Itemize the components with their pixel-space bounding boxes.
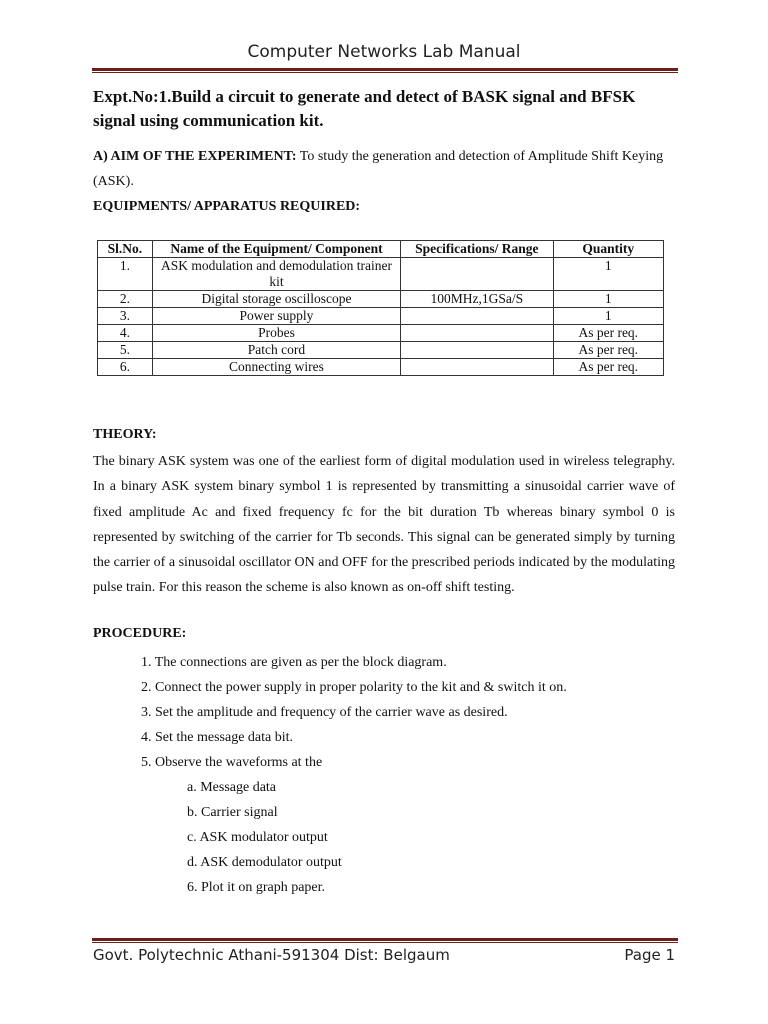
- procedure-step: 2. Connect the power supply in proper polarity to the kit and & switch it on.: [141, 680, 567, 695]
- procedure-step: 4. Set the message data bit.: [141, 730, 294, 745]
- footer-divider: [92, 938, 678, 943]
- table-cell: As per req.: [553, 325, 663, 342]
- equipment-heading: EQUIPMENTS/ APPARATUS REQUIRED:: [93, 199, 361, 214]
- procedure-step: 5. Observe the waveforms at the: [141, 755, 323, 770]
- table-cell: [401, 258, 553, 291]
- table-cell: Probes: [152, 325, 400, 342]
- theory-paragraph: The binary ASK system was one of the earliest form of digital modulation used in wireless telegraphy. In a binary ASK system binary symbol 1 is represented by transmitting a sinusoidal carrier wave of fixed amplitude Ac and fixed frequency fc for the bit duration Tb whereas binary symbol 0 is represented by switching of the carrier for Tb seconds. This signal can be generated simply by turning the carrier of a sinusoidal oscillator ON and OFF for the prescribed periods indicated by the modulating pulse train. For this reason the scheme is also known as on-off shift testing.: [93, 454, 675, 596]
- aim-paragraph: [93, 144, 675, 194]
- procedure-substep-list: [141, 775, 567, 900]
- table-cell: 1.: [98, 258, 153, 291]
- table-row: [98, 325, 664, 342]
- table-cell: 2.: [98, 291, 153, 308]
- table-header-cell: Specifications/ Range: [401, 241, 553, 258]
- table-cell: ASK modulation and demodulation trainer kit: [152, 258, 400, 291]
- table-cell: As per req.: [553, 359, 663, 376]
- table-header-cell: Name of the Equipment/ Component: [152, 241, 400, 258]
- table-cell: 3.: [98, 308, 153, 325]
- table-header-cell: Sl.No.: [98, 241, 153, 258]
- table-cell: 1: [553, 258, 663, 291]
- page-header-title: Computer Networks Lab Manual: [247, 42, 521, 62]
- table-row: [98, 291, 664, 308]
- procedure-substep: a. Message data: [187, 780, 277, 795]
- equipment-table: [97, 240, 664, 376]
- table-cell: 100MHz,1GSa/S: [401, 291, 553, 308]
- procedure-substep: b. Carrier signal: [187, 805, 278, 820]
- table-header-row: [98, 241, 664, 258]
- procedure-heading: PROCEDURE:: [93, 626, 187, 641]
- theory-heading: THEORY:: [93, 427, 157, 442]
- table-cell: 5.: [98, 342, 153, 359]
- table-row: [98, 308, 664, 325]
- procedure-substep: 6. Plot it on graph paper.: [187, 880, 326, 895]
- procedure-steps: [141, 650, 567, 900]
- table-cell: [401, 359, 553, 376]
- header-divider: [92, 68, 678, 73]
- page-footer: [93, 946, 675, 964]
- table-row: [98, 359, 664, 376]
- table-cell: Connecting wires: [152, 359, 400, 376]
- table-header-cell: Quantity: [553, 241, 663, 258]
- table-cell: 1: [553, 291, 663, 308]
- table-cell: Power supply: [152, 308, 400, 325]
- page-number: Page 1: [624, 946, 675, 964]
- table-row: [98, 342, 664, 359]
- aim-text: To study the generation and detection of Amplitude Shift Keying (ASK).: [93, 149, 664, 189]
- table-cell: [401, 325, 553, 342]
- table-cell: Digital storage oscilloscope: [152, 291, 400, 308]
- procedure-substep: d. ASK demodulator output: [187, 855, 342, 870]
- table-cell: [401, 308, 553, 325]
- table-cell: [401, 342, 553, 359]
- procedure-substep: c. ASK modulator output: [187, 830, 328, 845]
- page-content: [93, 85, 675, 895]
- procedure-step: 3. Set the amplitude and frequency of the carrier wave as desired.: [141, 705, 508, 720]
- table-cell: 6.: [98, 359, 153, 376]
- aim-label: A) AIM OF THE EXPERIMENT:: [93, 149, 297, 164]
- procedure-step: 1. The connections are given as per the block diagram.: [141, 655, 447, 670]
- table-cell: 1: [553, 308, 663, 325]
- footer-institution: Govt. Polytechnic Athani-591304 Dist: Belgaum: [93, 946, 450, 964]
- table-cell: 4.: [98, 325, 153, 342]
- table-cell: Patch cord: [152, 342, 400, 359]
- procedure-substeps: [141, 775, 567, 900]
- experiment-title: Expt.No:1.Build a circuit to generate and detect of BASK signal and BFSK signal using communication kit.: [93, 87, 636, 130]
- table-row: [98, 258, 664, 291]
- table-cell: As per req.: [553, 342, 663, 359]
